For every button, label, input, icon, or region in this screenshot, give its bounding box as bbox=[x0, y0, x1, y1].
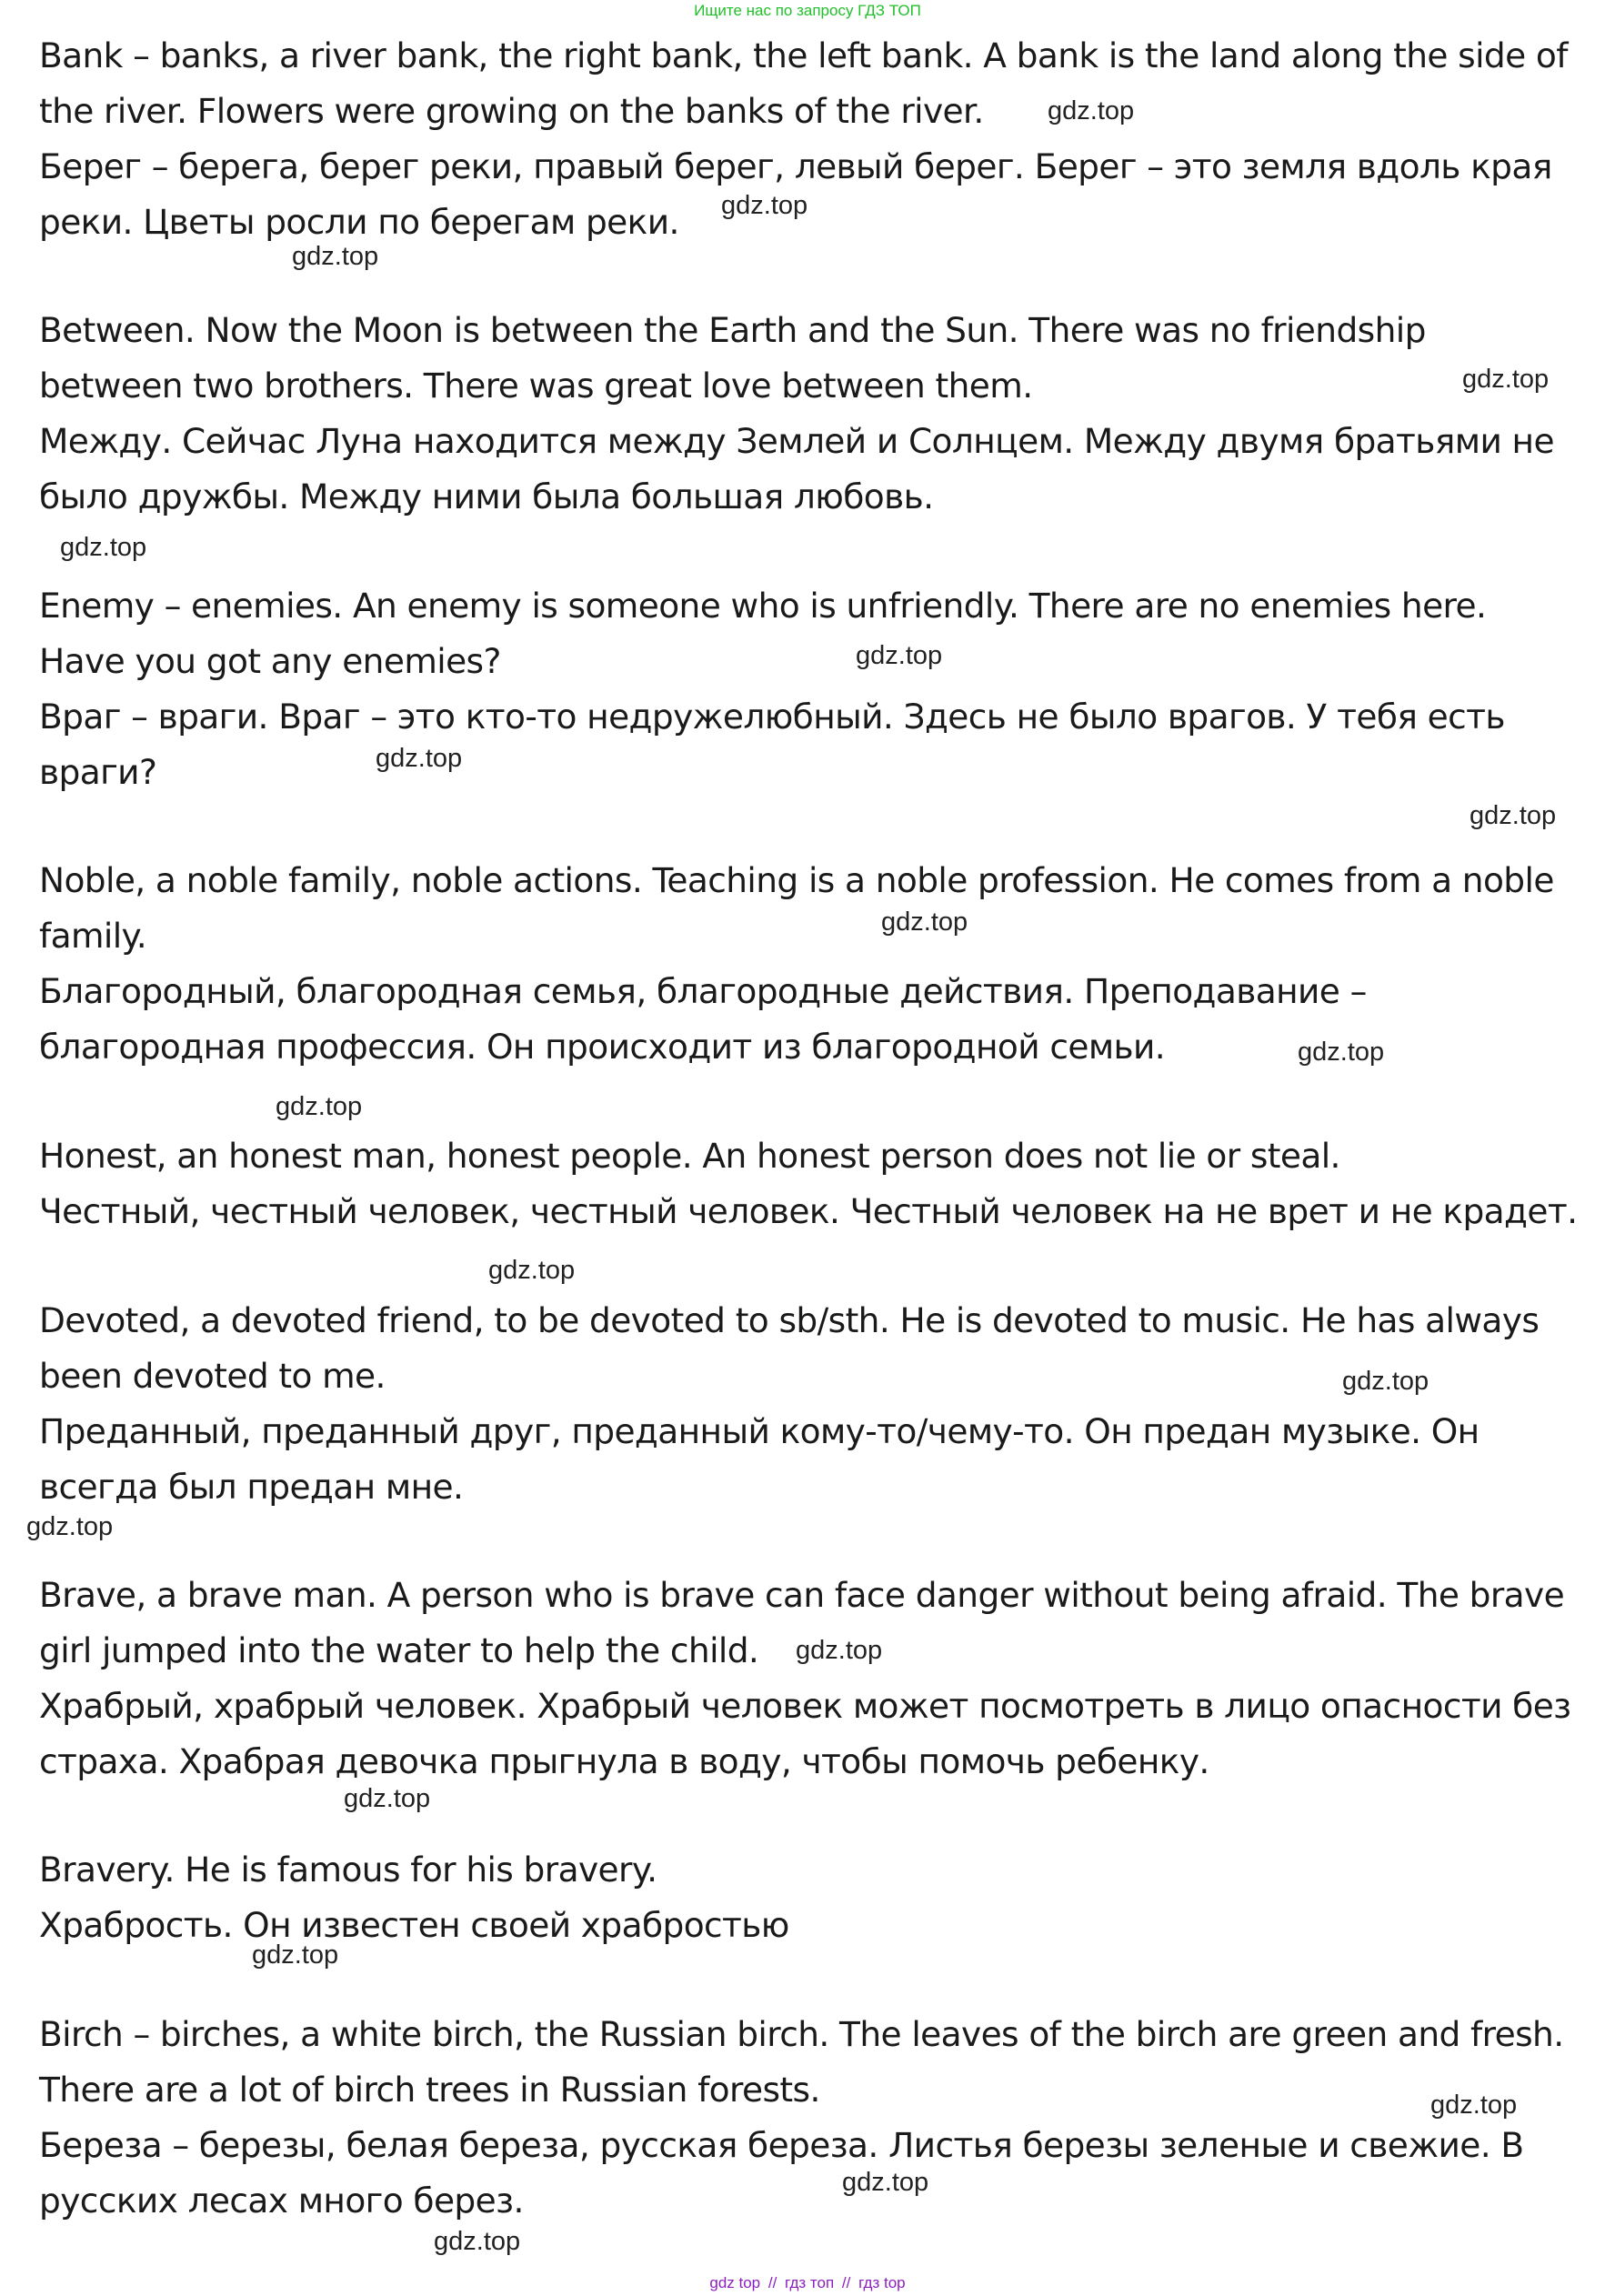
text-line: реки. Цветы росли по берегам реки. bbox=[39, 202, 679, 242]
text-line: Enemy – enemies. An enemy is someone who is unfriendly. There are no enemies here. bbox=[39, 586, 1487, 626]
text-line: всегда был предан мне. bbox=[39, 1467, 464, 1507]
watermark: gdz.top bbox=[1048, 96, 1135, 125]
footer-item: гдз top bbox=[858, 2274, 906, 2291]
top-banner: Ищите нас по запросу ГДЗ ТОП bbox=[694, 2, 921, 19]
text-line: Береза – березы, белая береза, русская береза. Листья березы зеленые и свежие. В bbox=[39, 2125, 1524, 2165]
text-line: girl jumped into the water to help the child. bbox=[39, 1630, 759, 1670]
text-line: Brave, a brave man. A person who is brave can face danger without being afraid. The brave bbox=[39, 1575, 1565, 1615]
text-line: Between. Now the Moon is between the Earth and the Sun. There was no friendship bbox=[39, 310, 1426, 350]
text-line: There are a lot of birch trees in Russian forests. bbox=[39, 2070, 820, 2110]
footer-item: гдз топ bbox=[785, 2274, 835, 2291]
footer-item: gdz top bbox=[709, 2274, 761, 2291]
footer-separator: // bbox=[841, 2274, 851, 2291]
watermark: gdz.top bbox=[434, 2227, 521, 2256]
text-line: Devoted, a devoted friend, to be devoted to sb/sth. He is devoted to music. He has always bbox=[39, 1300, 1540, 1340]
text-line: Храбрость. Он известен своей храбростью bbox=[39, 1905, 789, 1945]
watermark: gdz.top bbox=[488, 1256, 576, 1285]
text-line: Bravery. He is famous for his bravery. bbox=[39, 1850, 657, 1890]
text-line: Враг – враги. Враг – это кто-то недружелюбный. Здесь не было врагов. У тебя есть bbox=[39, 697, 1505, 737]
watermark: gdz.top bbox=[1430, 2090, 1518, 2120]
text-line: Благородный, благородная семья, благородные действия. Преподавание – bbox=[39, 971, 1367, 1011]
text-line: враги? bbox=[39, 752, 157, 792]
text-line: Между. Сейчас Луна находится между Землей и Солнцем. Между двумя братьями не bbox=[39, 421, 1554, 461]
watermark: gdz.top bbox=[344, 1784, 431, 1813]
text-line: было дружбы. Между ними была большая любовь. bbox=[39, 476, 934, 516]
text-line: Bank – banks, a river bank, the right bank, the left bank. A bank is the land along the side of bbox=[39, 35, 1568, 75]
watermark: gdz.top bbox=[1462, 365, 1550, 394]
text-line: Честный, честный человек, честный человек. Честный человек на не врет и не крадет. bbox=[39, 1191, 1578, 1231]
footer bbox=[0, 2274, 1615, 2292]
watermark: gdz.top bbox=[252, 1940, 339, 1970]
watermark: gdz.top bbox=[796, 1636, 883, 1665]
watermark: gdz.top bbox=[292, 242, 379, 271]
watermark: gdz.top bbox=[376, 744, 463, 773]
text-line: Храбрый, храбрый человек. Храбрый человек может посмотреть в лицо опасности без bbox=[39, 1686, 1571, 1726]
watermark: gdz.top bbox=[881, 907, 968, 937]
text-line: русских лесах много берез. bbox=[39, 2181, 524, 2221]
watermark: gdz.top bbox=[1342, 1367, 1429, 1396]
watermark: gdz.top bbox=[60, 533, 147, 562]
text-line: Have you got any enemies? bbox=[39, 641, 501, 681]
footer-separator: // bbox=[767, 2274, 777, 2291]
watermark: gdz.top bbox=[856, 641, 943, 670]
text-line: Honest, an honest man, honest people. An honest person does not lie or steal. bbox=[39, 1136, 1340, 1176]
text-line: Birch – birches, a white birch, the Russian birch. The leaves of the birch are green and fresh. bbox=[39, 2014, 1564, 2054]
text-line: Noble, a noble family, noble actions. Teaching is a noble profession. He comes from a noble bbox=[39, 860, 1554, 900]
watermark: gdz.top bbox=[721, 191, 808, 220]
watermark: gdz.top bbox=[842, 2168, 929, 2197]
text-line: the river. Flowers were growing on the banks of the river. bbox=[39, 91, 984, 131]
text-line: between two brothers. There was great love between them. bbox=[39, 366, 1033, 406]
text-line: благородная профессия. Он происходит из благородной семьи. bbox=[39, 1027, 1166, 1067]
text-line: страха. Храбрая девочка прыгнула в воду, чтобы помочь ребенку. bbox=[39, 1741, 1209, 1781]
watermark: gdz.top bbox=[26, 1512, 114, 1541]
text-line: Преданный, преданный друг, преданный кому-то/чему-то. Он предан музыке. Он bbox=[39, 1411, 1480, 1451]
watermark: gdz.top bbox=[276, 1092, 363, 1121]
text-line: been devoted to me. bbox=[39, 1356, 386, 1396]
watermark: gdz.top bbox=[1298, 1038, 1385, 1067]
text-line: family. bbox=[39, 916, 147, 956]
watermark: gdz.top bbox=[1470, 801, 1557, 830]
text-line: Берег – берега, берег реки, правый берег, левый берег. Берег – это земля вдоль края bbox=[39, 146, 1552, 186]
